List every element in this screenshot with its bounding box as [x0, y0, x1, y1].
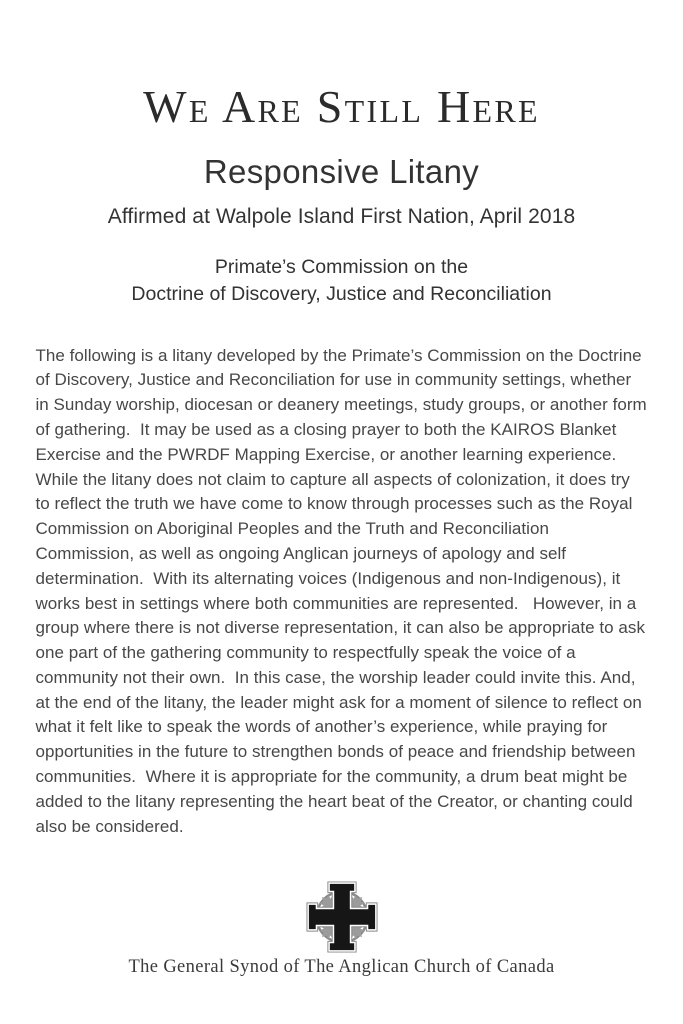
document-title: We Are Still Here: [143, 81, 540, 132]
logo-container: [0, 879, 683, 955]
footer-organization-name: The General Synod of The Anglican Church of Canada: [128, 957, 555, 978]
introduction-paragraph: The following is a litany developed by the Primate’s Commission on the Doctrine of Discovery, Justice and Reconciliation for use in community settings, whether in Sunday worship, diocesan or deanery meetings, study groups, or another form of gathering. It may be used as a closing prayer to both the KAIROS Blanket Exercise and the PWRDF Mapping Exercise, or another learning experience. While the litany does not claim to capture all aspects of colonization, it does try to reflect the truth we have come to know through processes such as the Royal Commission on Aboriginal Peoples and the Truth and Reconciliation Commission, as well as ongoing Anglican journeys of apology and self determination. With its alternating voices (Indigenous and non-Indigenous), it works best in settings where both communities are represented. However, in a group where there is not diverse representation, it can also be appropriate to ask one part of the gathering community to respectfully speak the voice of a community not their own. In this case, the worship leader could invite this. And, at the end of the litany, the leader might ask for a moment of silence to reflect on what it felt like to speak the words of another’s experience, while praying for opportunities in the future to strengthen bonds of peace and friendship between communities. Where it is appropriate for the community, a drum beat might be added to the litany representing the heart beat of the Creator, or chanting could also be considered.: [35, 345, 652, 836]
cross-icon: [308, 884, 374, 950]
commission-line-1: Primate’s Commission on the: [214, 255, 469, 278]
anglican-church-of-canada-logo-icon: [305, 880, 379, 954]
commission-heading: [0, 254, 683, 308]
document-subtitle: Responsive Litany: [203, 152, 480, 190]
affirmation-line: Affirmed at Walpole Island First Nation, April 2018: [107, 204, 576, 228]
commission-line-2: Doctrine of Discovery, Justice and Reconciliation: [131, 282, 552, 305]
